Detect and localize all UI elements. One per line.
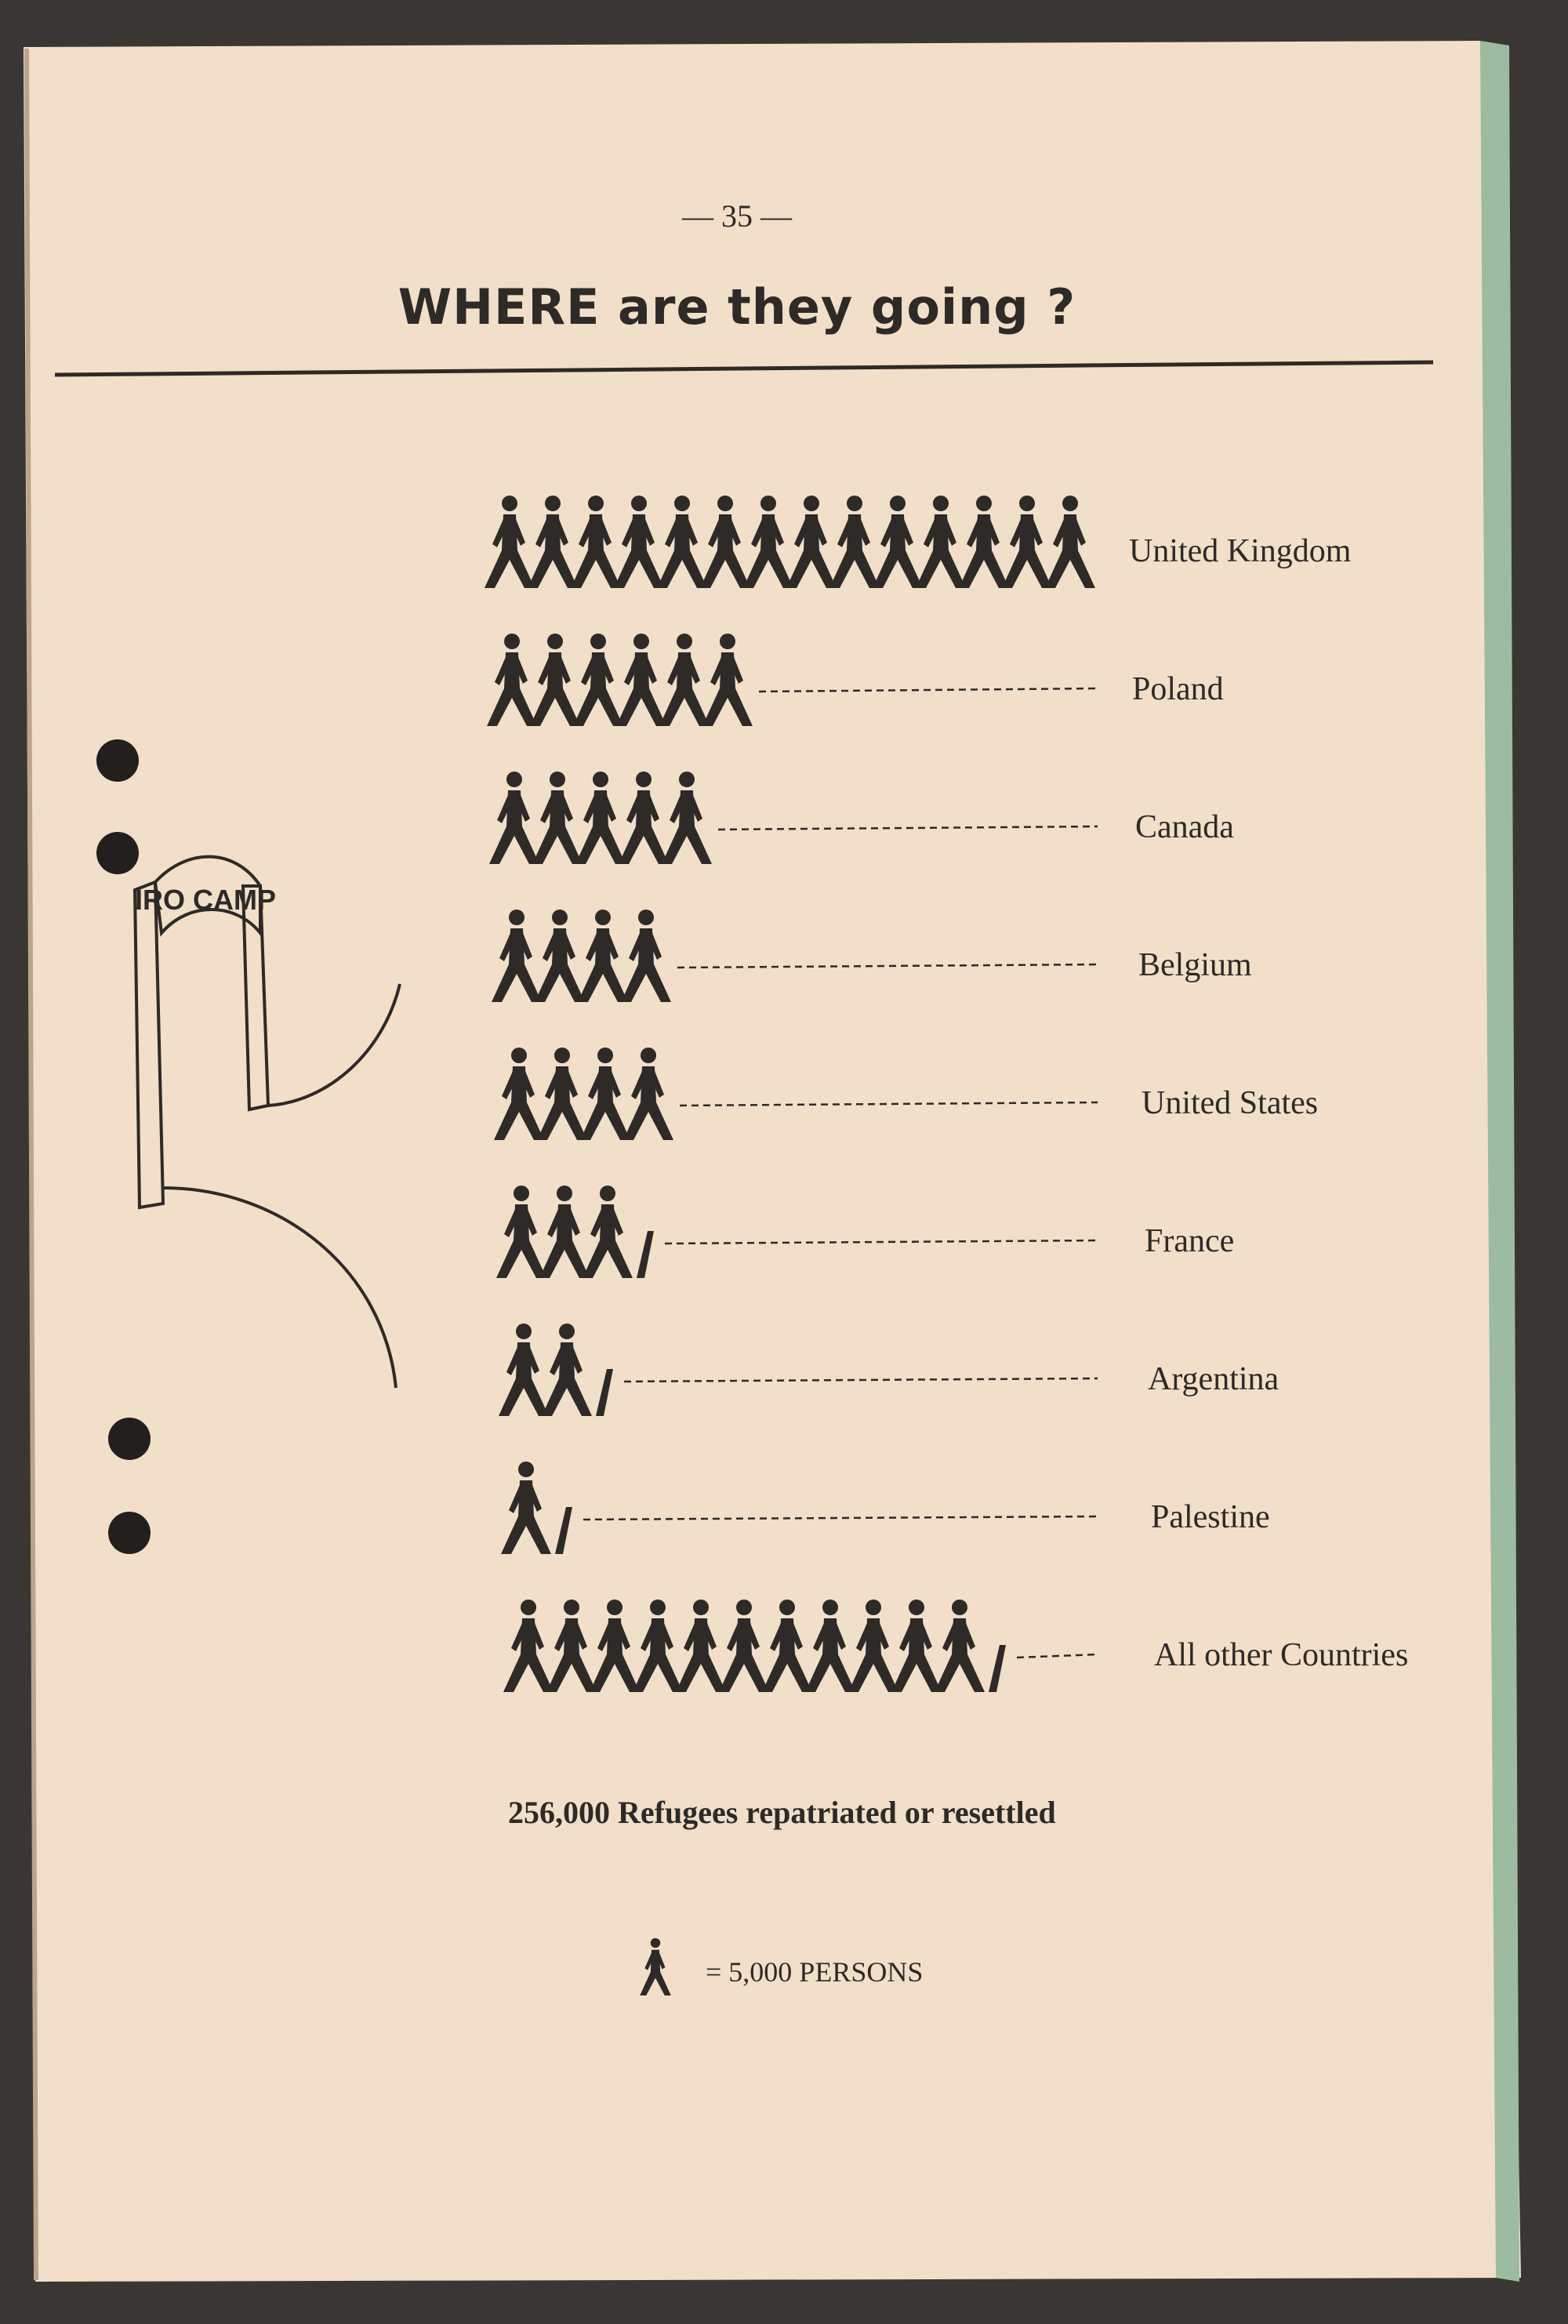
category-label: United Kingdom xyxy=(1129,533,1352,569)
punch-hole xyxy=(96,739,139,782)
total-caption: 256,000 Refugees repatriated or resettled xyxy=(508,1795,1056,1830)
page-title: WHERE are they going ? xyxy=(397,278,1076,336)
page-number: — 35 — xyxy=(682,198,792,234)
category-label: Poland xyxy=(1132,671,1224,707)
category-label: Belgium xyxy=(1138,947,1252,983)
category-label: Palestine xyxy=(1151,1499,1270,1535)
category-label: Argentina xyxy=(1148,1361,1279,1397)
gate-sign-text: IRO CAMP xyxy=(135,884,276,916)
legend-label: = 5,000 PERSONS xyxy=(706,1956,924,1988)
category-label: France xyxy=(1145,1223,1235,1259)
category-label: All other Countries xyxy=(1154,1637,1409,1673)
page-sheet xyxy=(24,41,1521,2282)
category-label: Canada xyxy=(1135,809,1234,845)
punch-hole xyxy=(108,1418,151,1460)
punch-hole xyxy=(96,832,139,874)
punch-hole xyxy=(108,1512,151,1554)
category-label: United States xyxy=(1142,1085,1319,1121)
